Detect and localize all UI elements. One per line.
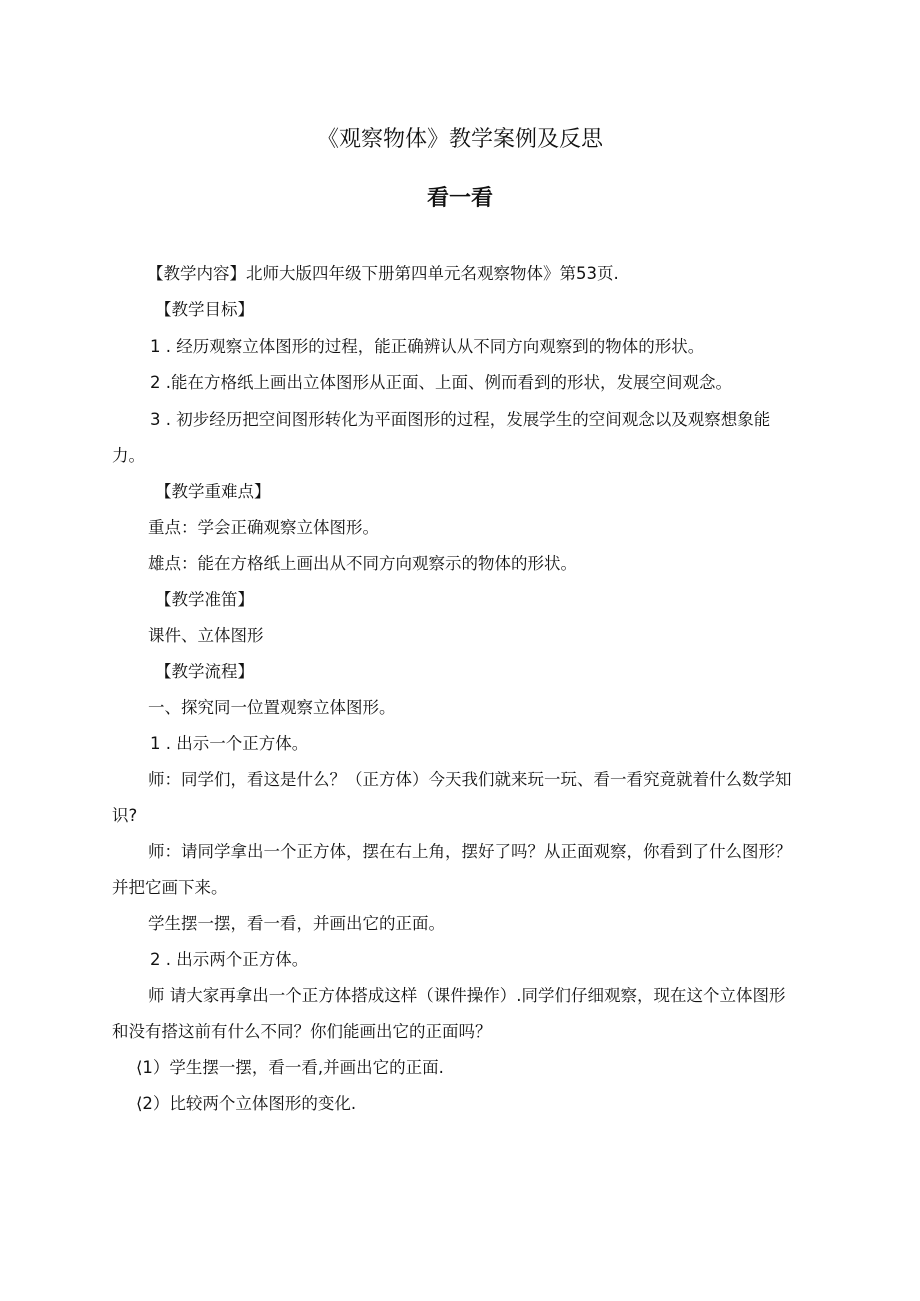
key-heading: 【教学重难点】 [155,482,271,501]
teacher-2-line-1: 师：请同学拿出一个正方体，摆在右上角，摆好了吗？从正面观察，你看到了什么图形？ [148,842,792,861]
prep-heading: 【教学准笛】 [155,590,254,609]
key-point: 重点：学会正确观察立体图形。 [148,518,379,537]
teacher-3-line-1: 师 请大家再拿出一个正方体搭成这样（课件操作）.同学们仔细观察，现在这个立体图形 [148,986,786,1005]
teacher-2-line-2: 并把它画下来。 [112,878,228,897]
step-2: 2 . 出示两个正方体。 [150,950,309,969]
goal-2: 2 .能在方格纸上画出立体图形从正面、上面、例而看到的形状，发展空间观念。 [150,373,732,392]
section-1: 一、探究同一位置观察立体图形。 [148,698,396,717]
teacher-1-line-2: 识? [112,806,138,825]
document-title: 《观察物体》教学案例及反思 [316,127,603,152]
goal-1: 1 . 经历观察立体图形的过程，能正确辨认从不同方向观察到的物体的形状。 [150,337,705,356]
goals-heading: 【教学目标】 [155,300,254,319]
teacher-3-line-2: 和没有搭这前有什么不同？你们能画出它的正面吗？ [112,1022,492,1041]
teacher-1-line-1: 师：同学们，看这是什么？（正方体）今天我们就来玩一玩、看一看究竟就着什么数学知 [148,770,792,789]
prep-items: 课件、立体图形 [148,626,264,645]
content-line: 【教学内容】北师大版四年级下册第四单元名观察物体》第53页. [147,264,619,283]
goal-3-line-2: 力。 [112,446,145,465]
student-1: 学生摆一摆，看一看，并画出它的正面。 [148,914,445,933]
difficult-point: 雄点：能在方格纸上画出从不同方向观察示的物体的形状。 [148,554,577,573]
sub-item-2: ⟨2）比较两个立体图形的变化. [136,1094,357,1113]
step-1: 1 . 出示一个正方体。 [150,734,309,753]
goal-3-line-1: 3 . 初步经历把空间图形转化为平面图形的过程，发展学生的空间观念以及观察想象能 [150,410,771,429]
process-heading: 【教学流程】 [155,662,254,681]
document-subtitle: 看一看 [426,186,493,211]
sub-item-1: ⟨1）学生摆一摆，看一看,并画出它的正面. [136,1058,444,1077]
